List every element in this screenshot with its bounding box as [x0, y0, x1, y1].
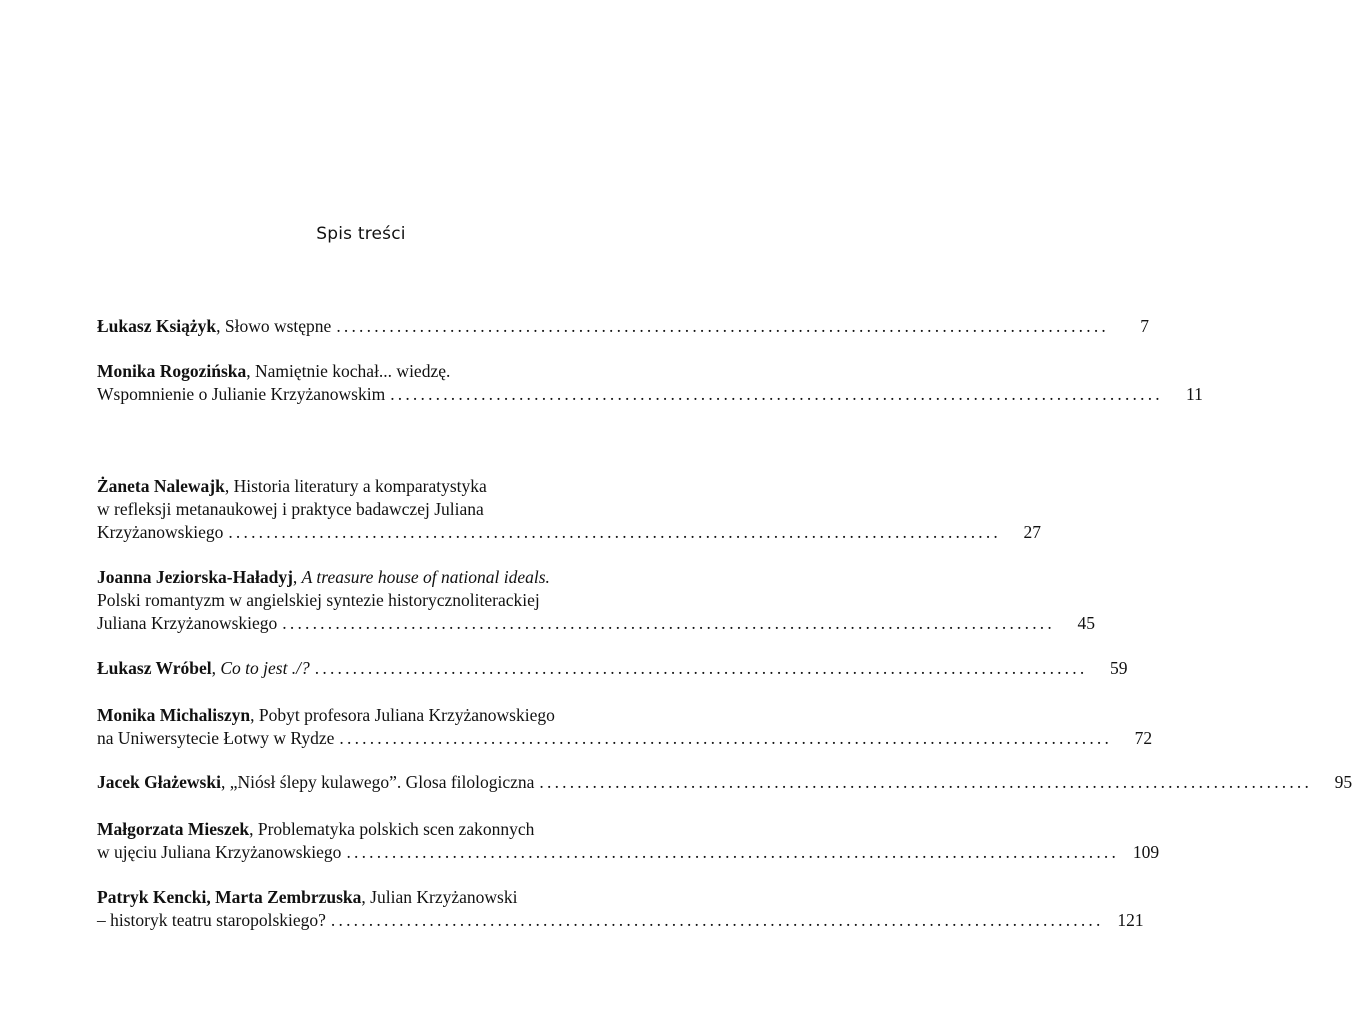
toc-page-number: 45 — [1077, 613, 1095, 633]
dot-leader: ...................................................................................................... — [282, 613, 1055, 633]
toc-title-italic: A treasure house of national ideals. — [301, 567, 550, 587]
dot-leader: ...................................................................................................... — [390, 384, 1163, 404]
toc-entry-nalewajk: Żaneta Nalewajk, Historia literatury a komparatystyka w refleksji metanaukowej i praktyce badawczej Juliana Krzyżanowskiego ...................................................................................................... 27 — [97, 476, 1042, 542]
toc-title-continuation: Polski romantyzm w angielskiej syntezie historycznoliterackiej — [97, 590, 540, 610]
toc-author: Jacek Głażewski — [97, 772, 221, 792]
toc-line — [97, 383, 1203, 406]
toc-author: Monika Rogozińska — [97, 361, 247, 381]
dot-leader: ...................................................................................................... — [314, 658, 1088, 678]
toc-page-number: 109 — [1132, 842, 1160, 862]
toc-line: Jacek Głażewski, „Niósł ślepy kulawego”. Glosa filologiczna ...................................................................................................... 95 — [97, 772, 1352, 792]
toc-line — [97, 521, 1042, 544]
toc-line: Łukasz Wróbel, Co to jest ./? ...................................................................................................... 59 — [97, 658, 1128, 678]
toc-author: Małgorzata Mieszek — [97, 819, 250, 839]
toc-title-continuation: Krzyżanowskiego — [97, 522, 224, 542]
dot-leader: ...................................................................................................... — [539, 772, 1313, 792]
toc-title-continuation: Juliana Krzyżanowskiego — [97, 613, 278, 633]
toc-page-number: 11 — [1186, 384, 1203, 404]
toc-title-continuation: Wspomnienie o Julianie Krzyżanowskim — [97, 384, 386, 404]
toc-title: Słowo wstępne — [224, 316, 332, 336]
toc-title-italic: Co to jest ./? — [220, 658, 310, 678]
toc-title: Historia literatury a komparatystyka — [233, 476, 487, 496]
toc-title: „Niósł ślepy kulawego”. Glosa filologiczna — [229, 772, 535, 792]
toc-title-continuation: na Uniwersytecie Łotwy w Rydze — [97, 728, 335, 748]
toc-title: Pobyt profesora Juliana Krzyżanowskiego — [258, 705, 555, 725]
toc-entry-jeziorska-haladyj: Joanna Jeziorska-Haładyj, A treasure house of national ideals. Polski romantyzm w angielskiej syntezie historycznoliterackiej Juliana Krzyżanowskiego ...................................................................................................... 45 — [97, 567, 1095, 633]
toc-entry-rogozinska: Monika Rogozińska, Namiętnie kochał... wiedzę. Wspomnienie o Julianie Krzyżanowskim ...................................................................................................... 11 — [97, 361, 1203, 404]
toc-author: Joanna Jeziorska-Haładyj — [97, 567, 293, 587]
toc-line: Łukasz Książyk, Słowo wstępne ...................................................................................................... 7 — [97, 316, 1149, 336]
toc-line — [97, 612, 1095, 635]
dot-leader: ...................................................................................................... — [330, 910, 1104, 930]
toc-page-number: 59 — [1109, 658, 1128, 678]
toc-author: Żaneta Nalewajk — [97, 476, 225, 496]
toc-entry-kencki-zembrzuska: Patryk Kencki, Marta Zembrzuska, Julian Krzyżanowski – historyk teatru staropolskiego? ...................................................................................................... 121 — [97, 887, 1144, 930]
toc-author: Monika Michaliszyn — [97, 705, 251, 725]
toc-title-continuation: w refleksji metanaukowej i praktyce badawczej Juliana — [97, 499, 484, 519]
toc-title-continuation: w ujęciu Juliana Krzyżanowskiego — [97, 842, 342, 862]
dot-leader: ...................................................................................................... — [339, 728, 1113, 748]
toc-title: Problematyka polskich scen zakonnych — [257, 819, 535, 839]
toc-entry-wrobel — [97, 657, 1128, 680]
toc-title: Namiętnie kochał... wiedzę. — [255, 361, 451, 381]
toc-page-number: 27 — [1023, 522, 1042, 542]
toc-author: Patryk Kencki, Marta Zembrzuska — [97, 887, 362, 907]
toc-title-continuation: – historyk teatru staropolskiego? — [97, 910, 326, 930]
dot-leader: ...................................................................................................... — [228, 522, 1002, 542]
toc-line — [97, 909, 1144, 932]
toc-page-number: 72 — [1134, 728, 1153, 748]
toc-title: Julian Krzyżanowski — [370, 887, 518, 907]
dot-leader: ...................................................................................................... — [336, 316, 1109, 336]
toc-entry-ksiazyk — [97, 315, 1149, 338]
page-title: Spis treści — [316, 224, 406, 244]
toc-line — [97, 727, 1153, 750]
toc-line — [97, 841, 1160, 864]
dot-leader: ...................................................................................................... — [346, 842, 1120, 862]
toc-page-number: 95 — [1334, 772, 1352, 792]
toc-author: Łukasz Wróbel — [97, 658, 212, 678]
toc-author: Łukasz Książyk — [97, 316, 217, 336]
toc-entry-michaliszyn: Monika Michaliszyn, Pobyt profesora Juliana Krzyżanowskiego na Uniwersytecie Łotwy w Rydze ...................................................................................................... 72 — [97, 705, 1153, 748]
toc-page-number: 121 — [1117, 910, 1144, 930]
toc-page-number: 7 — [1140, 316, 1149, 336]
toc-entry-glazewski — [97, 771, 1352, 794]
toc-entry-mieszek: Małgorzata Mieszek, Problematyka polskich scen zakonnych w ujęciu Juliana Krzyżanowskiego ...................................................................................................... 109 — [97, 819, 1160, 862]
